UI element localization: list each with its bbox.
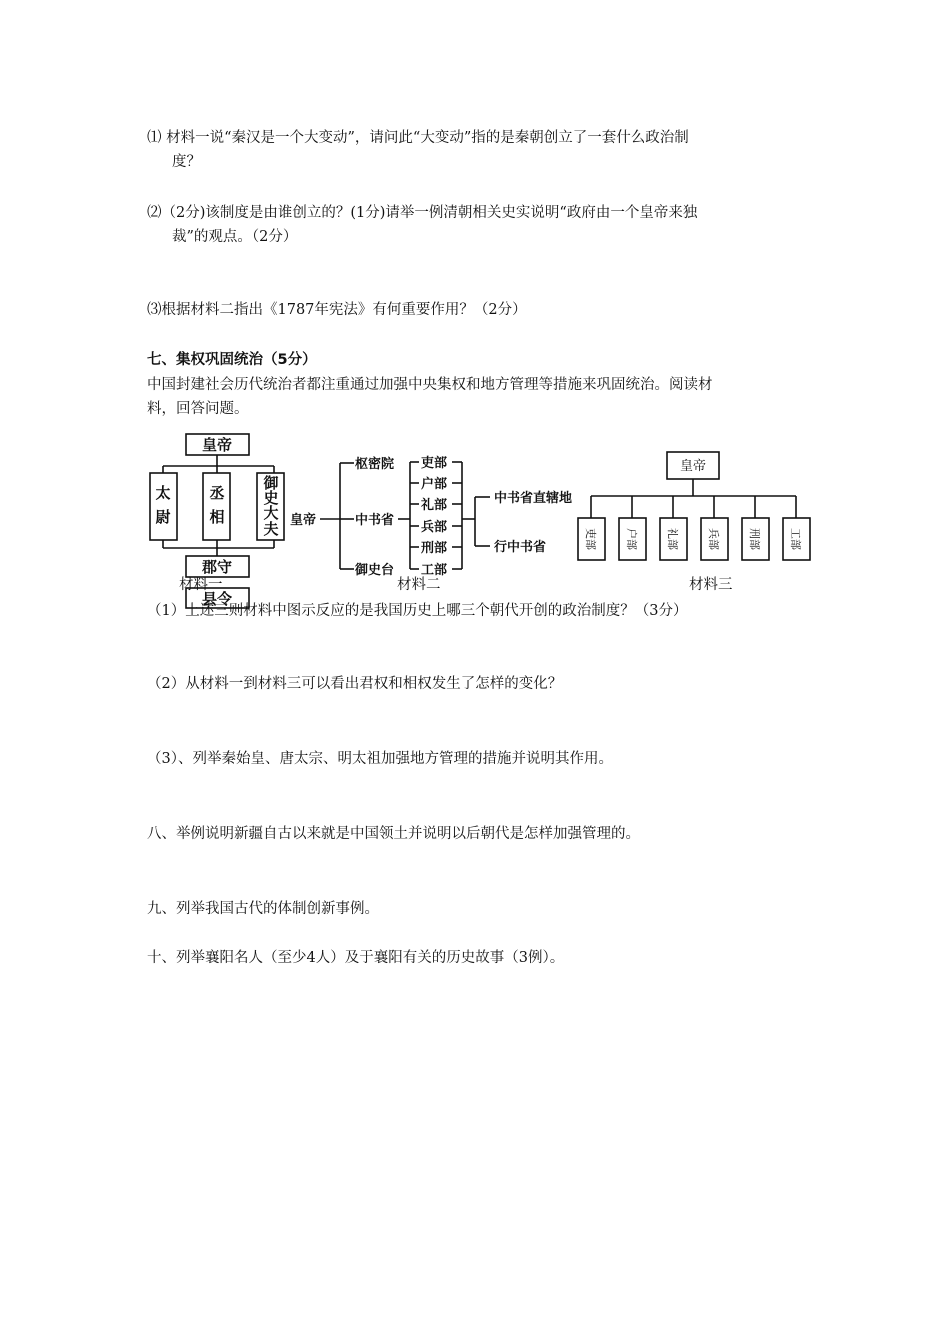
d3-box-3: 礼部 xyxy=(666,528,679,550)
q7-sub2: （2）从材料一到材料三可以看出君权和相权发生了怎样的变化？ xyxy=(147,676,563,692)
q7-title: 七、集权巩固统治（5分） xyxy=(147,352,317,368)
d2-libu: 吏部 xyxy=(421,456,448,471)
d1-junshou: 郡守 xyxy=(201,558,233,576)
q7-intro-line1: 中国封建社会历代统治者都注重通过加强中央集权和地方管理等措施来巩固统治。阅读材 xyxy=(147,377,713,393)
d2-gongbu: 工部 xyxy=(421,563,448,578)
d2-libu2: 礼部 xyxy=(421,498,448,513)
d3-emperor: 皇帝 xyxy=(679,459,707,474)
d2-zhixia: 中书省直辖地 xyxy=(494,491,573,506)
diagram3-structure xyxy=(578,452,810,560)
d2-zhongshusheng: 中书省 xyxy=(355,513,395,528)
q6-sub2-line1: ⑵（2分)该制度是由谁创立的？(1分)请举一例清朝相关史实说明“政府由一个皇帝来独 xyxy=(147,205,698,221)
d2-shumiyuan: 枢密院 xyxy=(355,457,395,472)
d1-xianling: 县令 xyxy=(201,590,233,608)
d2-emperor: 皇帝 xyxy=(290,513,317,528)
q10: 十、列举襄阳名人（至少4人）及于襄阳有关的历史故事（3例）。 xyxy=(147,950,565,966)
d2-hubu: 户部 xyxy=(421,477,448,492)
d2-bingbu: 兵部 xyxy=(421,520,448,535)
d2-xingbu: 刑部 xyxy=(421,541,448,556)
q6-sub1-line2: 度？ xyxy=(172,154,201,170)
q8: 八、举例说明新疆自古以来就是中国领土并说明以后朝代是怎样加强管理的。 xyxy=(147,826,640,842)
diagram2-structure xyxy=(320,462,490,569)
d1-chengxiang-1: 丞 xyxy=(209,484,225,502)
d3-caption: 材料三 xyxy=(689,577,733,593)
q6-sub1-line1: ⑴ 材料一说“秦汉是一个大变动”，请问此“大变动”指的是秦朝创立了一套什么政治制 xyxy=(147,130,689,146)
d3-box-2: 户部 xyxy=(625,528,638,550)
d2-caption: 材料二 xyxy=(397,577,441,593)
q7-intro-line2: 料，回答问题。 xyxy=(147,401,249,417)
d2-xing: 行中书省 xyxy=(494,540,547,555)
q9: 九、列举我国古代的体制创新事例。 xyxy=(147,901,379,917)
d1-chengxiang-2: 相 xyxy=(209,508,225,526)
d1-yushi-2: 史 xyxy=(263,489,279,507)
d3-box-6: 工部 xyxy=(789,528,802,550)
d1-taiwei-2: 尉 xyxy=(155,508,171,526)
d3-box-4: 兵部 xyxy=(707,528,720,550)
q7-sub3: （3）、列举秦始皇、唐太宗、明太祖加强地方管理的措施并说明其作用。 xyxy=(147,751,613,767)
d2-yushitai: 御史台 xyxy=(355,563,395,578)
d3-box-1: 吏部 xyxy=(584,528,597,550)
d1-yushi-3: 大 xyxy=(263,504,279,522)
d1-caption: 材料一 xyxy=(179,577,223,593)
d1-emperor: 皇帝 xyxy=(201,436,233,454)
d1-yushi-1: 御 xyxy=(263,474,279,492)
d3-box-5: 刑部 xyxy=(748,528,761,550)
d1-yushi-4: 夫 xyxy=(263,520,279,538)
q6-sub2-line2: 裁”的观点。（2分） xyxy=(172,229,298,245)
q6-sub3: ⑶根据材料二指出《1787年宪法》有何重要作用？（2分） xyxy=(147,302,527,318)
d1-taiwei-1: 太 xyxy=(155,484,171,502)
q7-sub1: （1）上述三则材料中图示反应的是我国历史上哪三个朝代开创的政治制度？（3分） xyxy=(147,603,688,619)
